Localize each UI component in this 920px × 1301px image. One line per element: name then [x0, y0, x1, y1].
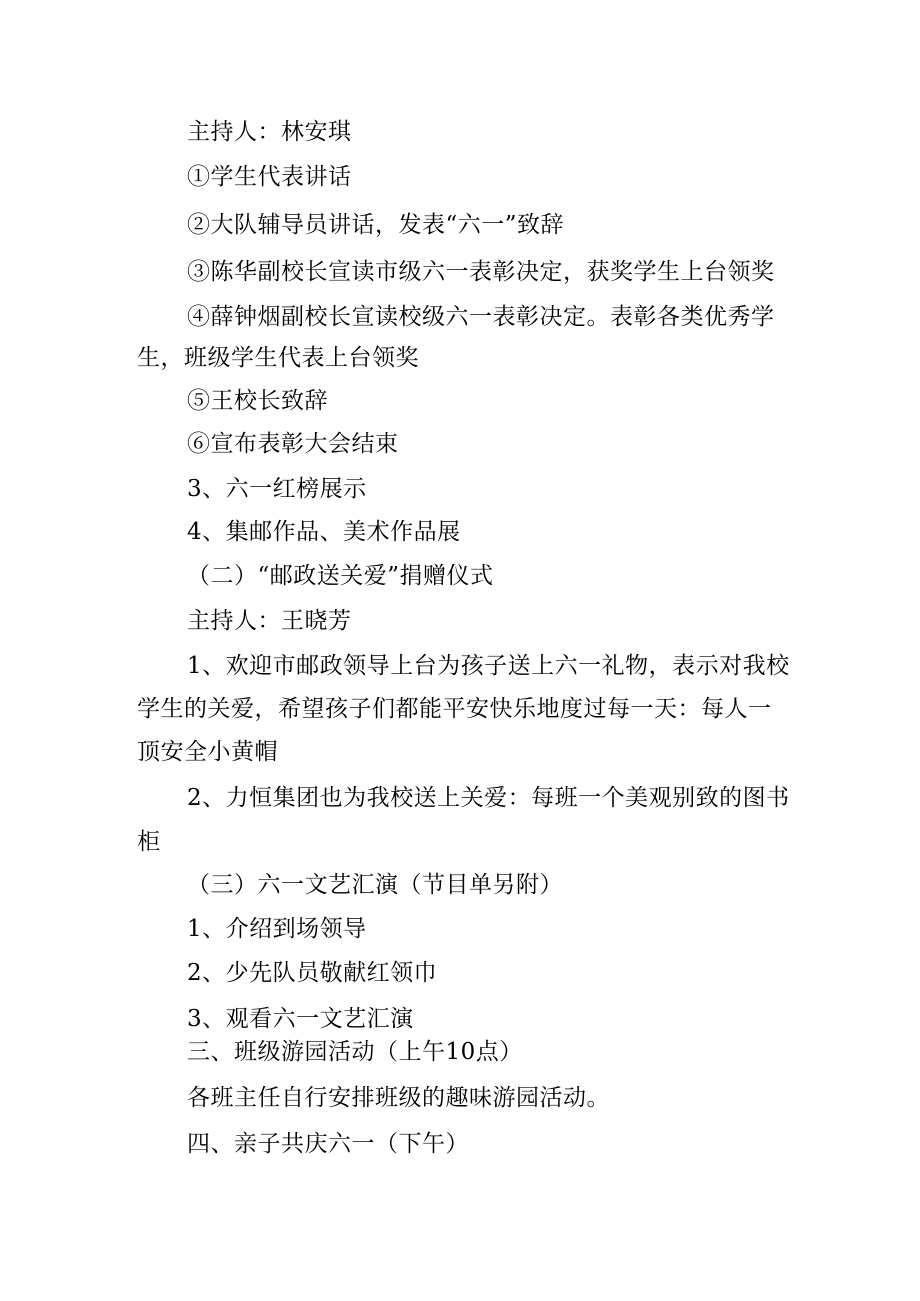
section-heading: （三）六一文艺汇演（节目单另附） — [187, 872, 563, 898]
section-heading: （二）“邮政送关爱”捐赠仪式 — [187, 563, 494, 589]
list-item: 2、少先队员敬献红领巾 — [187, 960, 438, 986]
list-item-continuation: 顶安全小黄帽 — [137, 739, 278, 765]
host-line-1: 主持人：林安琪 — [187, 119, 352, 145]
list-item-continuation: 柜 — [137, 829, 161, 855]
section-heading: 四、亲子共庆六一（下午） — [187, 1131, 469, 1157]
list-item: ⑤王校长致辞 — [187, 388, 328, 414]
host-line-2: 主持人：王晓芳 — [187, 608, 352, 634]
list-item: 1、介绍到场领导 — [187, 916, 367, 942]
list-item: ①学生代表讲话 — [187, 164, 352, 190]
list-item: 4、集邮作品、美术作品展 — [187, 519, 461, 545]
list-item: 2、力恒集团也为我校送上关爱：每班一个美观别致的图书 — [187, 785, 790, 811]
list-item-continuation: 生，班级学生代表上台领奖 — [137, 345, 419, 371]
list-item: 3、观看六一文艺汇演 — [187, 1006, 414, 1032]
paragraph: 各班主任自行安排班级的趣味游园活动。 — [187, 1085, 610, 1111]
list-item: ④薛钟烟副校长宣读校级六一表彰决定。表彰各类优秀学 — [187, 304, 775, 330]
list-item: 1、欢迎市邮政领导上台为孩子送上六一礼物，表示对我校 — [187, 653, 790, 679]
list-item: ②大队辅导员讲话，发表“六一”致辞 — [187, 212, 565, 238]
list-item: 3、六一红榜展示 — [187, 476, 367, 502]
section-heading: 三、班级游园活动（上午10点） — [187, 1039, 523, 1065]
list-item: ③陈华副校长宣读市级六一表彰决定，获奖学生上台领奖 — [187, 259, 775, 285]
list-item: ⑥宣布表彰大会结束 — [187, 431, 399, 457]
list-item-continuation: 学生的关爱，希望孩子们都能平安快乐地度过每一天：每人一 — [137, 696, 772, 722]
